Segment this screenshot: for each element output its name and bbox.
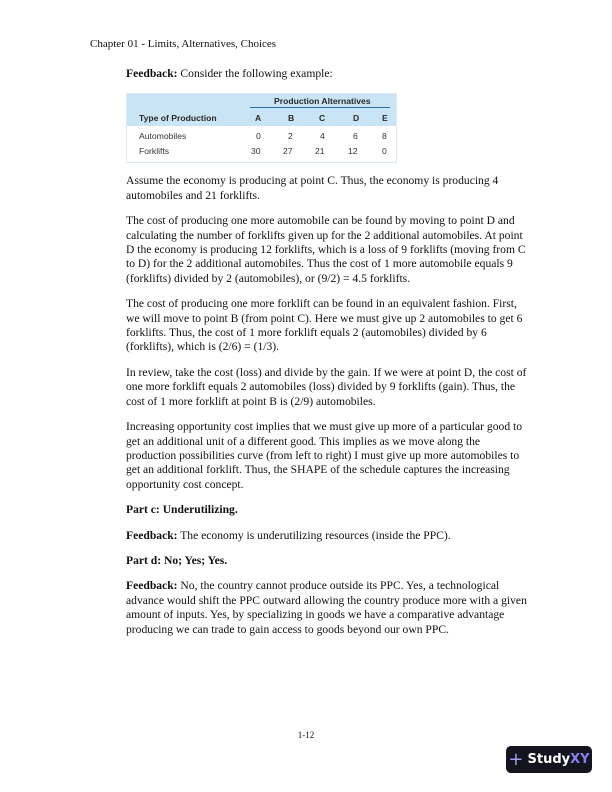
intro-text: Consider the following example: (177, 67, 333, 80)
group-header-rule (250, 107, 390, 108)
table-cell: 27 (283, 146, 293, 157)
logo-accent: XY (570, 752, 590, 767)
row-label-forklifts: Forklifts (139, 146, 170, 157)
plus-icon: + (508, 749, 524, 770)
paragraph: Assume the economy is producing at point C. Thus, the economy is producing 4 automobiles and 21 forklifts. (126, 174, 499, 202)
page-number: 1-12 (297, 730, 315, 740)
feedback-label: Feedback: (126, 67, 178, 80)
table-cell: 2 (288, 131, 293, 142)
part-d-feedback (126, 579, 530, 637)
col-header-c: C (319, 113, 326, 124)
paragraph: The cost of producing one more forklift can be found in an equivalent fashion. First, we will move to point B (from point C). Here we must give up 2 automobiles to get 6 forklifts. Thus, the cost of 1 more forklift equals 2 (automobiles) divided by 6 (forklifts), which is (2/6) = (1/3). (126, 297, 523, 354)
running-header: Chapter 01 - Limits, Alternatives, Choices (90, 38, 277, 50)
table-cell: 4 (320, 131, 325, 142)
table-cell: 6 (353, 131, 358, 142)
studyxy-logo (506, 746, 592, 773)
row-header: Type of Production (139, 113, 217, 124)
paragraph: Increasing opportunity cost implies that we must give up more of a particular good to get an additional unit of a different good. This implies as we move along the production possibilities curve (from left to right) I must give up more automobiles to get an additional forklift. Thus, the SHAPE of the schedule captures the increasing opportunity cost concept. (126, 420, 523, 491)
row-label-automobiles: Automobiles (139, 131, 187, 142)
table-cell: 12 (348, 146, 358, 157)
table-cell: 8 (382, 131, 387, 142)
feedback-label: Feedback: (126, 528, 178, 542)
part-c-heading: Part c: Underutilizing. (126, 503, 238, 517)
table-cell: 21 (315, 146, 325, 157)
group-header: Production Alternatives (274, 96, 371, 107)
col-header-e: E (382, 113, 388, 124)
production-table (126, 93, 397, 163)
table-cell: 0 (382, 146, 387, 157)
logo-text: Study (527, 752, 571, 767)
paragraph: In review, take the cost (loss) and divide by the gain. If we were at point D, the cost of one more forklift equals 2 automobiles (loss) divided by 9 forklifts (gain). Thus, the cost of 1 more forklift at point B is (2/9) automobiles. (126, 365, 527, 408)
table-cell: 30 (251, 146, 261, 157)
part-c-feedback (126, 529, 530, 543)
intro-paragraph (126, 67, 530, 81)
feedback-text: No, the country cannot produce outside its PPC. Yes, a technological advance would shift the PPC outward allowing the country produce more with a given amount of inputs. Yes, by specializing in goods we have a comparative advantage producing we can trade to gain access to goods beyond our own PPC. (126, 579, 527, 636)
col-header-b: B (288, 113, 295, 124)
col-header-a: A (255, 113, 262, 124)
page-body (126, 67, 530, 648)
feedback-text: The economy is underutilizing resources (inside the PPC). (177, 528, 451, 542)
table-cell: 0 (256, 131, 261, 142)
col-header-d: D (353, 113, 360, 124)
paragraph: The cost of producing one more automobile can be found by moving to point D and calculating the number of forklifts given up for the 2 additional automobiles. At point D the economy is producing 12 forklifts, which is a loss of 9 forklifts (moving from C to D) for the 2 additional automobiles. Thus the cost of 1 more automobile equals 9 (forklifts) divided by 2 (automobiles), or (9/2) = 4.5 forklifts. (126, 214, 526, 285)
part-d-heading: Part d: No; Yes; Yes. (126, 553, 228, 567)
feedback-label: Feedback: (126, 579, 178, 593)
